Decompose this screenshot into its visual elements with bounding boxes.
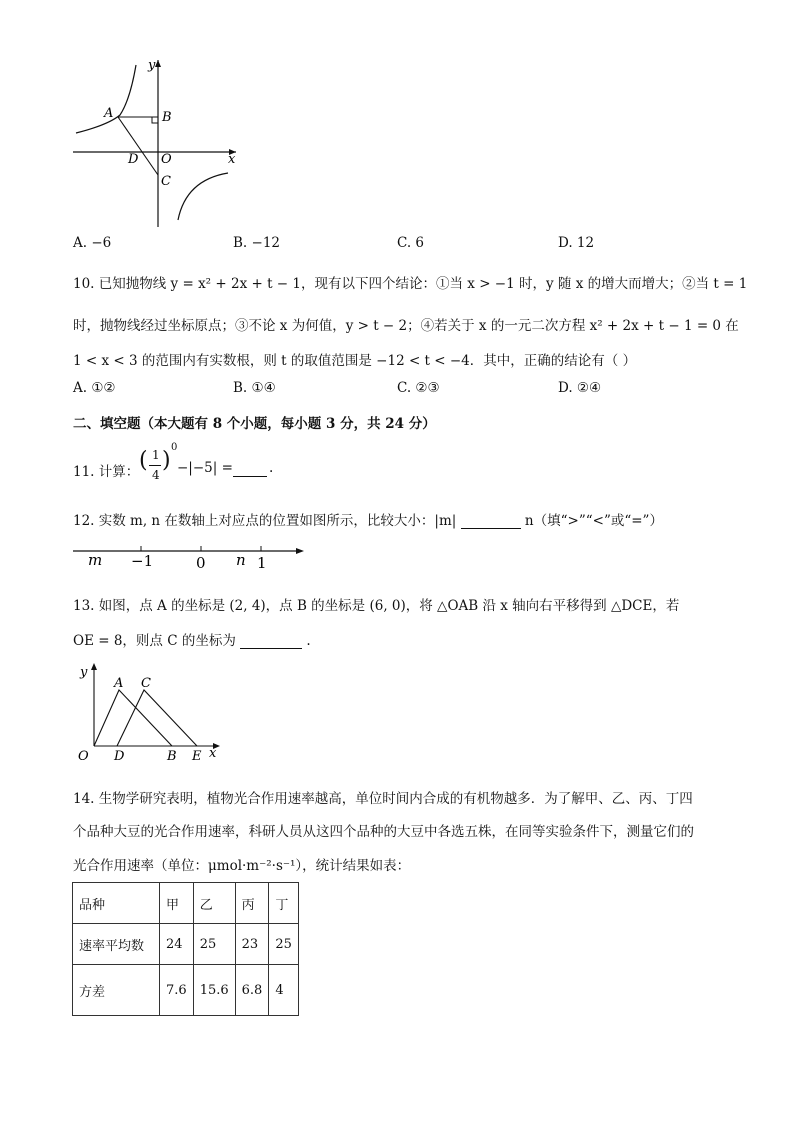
point-D-label: D (128, 152, 139, 167)
q14-line-2: 个品种大豆的光合作用速率，科研人员从这四个品种的大豆中各选五株，在同等实验条件下，测量它们的 (73, 824, 694, 840)
numberline-m-label: m (88, 551, 103, 569)
table-cell: 7.6 (160, 965, 194, 1016)
q10-option-a: A. ①② (73, 380, 116, 396)
numberline-n-label: n (236, 551, 246, 569)
table-header-cell: 品种 (73, 883, 160, 924)
q13-figure (72, 660, 232, 765)
q10-option-c: C. ②③ (397, 380, 440, 396)
table-header-cell: 乙 (193, 883, 235, 924)
point-A-label: A (104, 106, 114, 121)
q12-suffix: n（填“>”“<”或“=”） (524, 513, 663, 529)
q13-E-label: E (192, 749, 202, 764)
table-header-cell: 丁 (269, 883, 299, 924)
q12-answer-blank[interactable] (461, 514, 521, 529)
q9-option-a: A. −6 (73, 235, 112, 251)
q13-C-label: C (141, 676, 151, 691)
q11-exponent: 0 (171, 442, 178, 453)
q13-y-label: y (80, 665, 88, 680)
table-header-row (73, 883, 299, 924)
table-cell: 25 (269, 924, 299, 965)
table-row (73, 965, 299, 1016)
table-row (73, 924, 299, 965)
q14-line-3: 光合作用速率（单位：μmol·m⁻²·s⁻¹），统计结果如表： (73, 858, 411, 874)
table-cell: 4 (269, 965, 299, 1016)
q11-end: . (269, 460, 274, 476)
q11-frac-num: 1 (152, 448, 160, 462)
q13-x-label: x (209, 746, 217, 761)
table-cell: 24 (160, 924, 194, 965)
q12-prefix: 12. 实数 m, n 在数轴上对应点的位置如图所示，比较大小：|m| (73, 513, 457, 529)
q11-answer-blank[interactable] (233, 460, 267, 477)
y-axis-label: y (148, 58, 156, 73)
table-cell: 速率平均数 (73, 924, 160, 965)
q13-line-2 (73, 629, 311, 649)
q13-line-1: 13. 如图，点 A 的坐标是 (2, 4)，点 B 的坐标是 (6, 0)，将 △OAB 沿 x 轴向右平移得到 △DCE，若 (73, 598, 680, 614)
q14-line-1: 14. 生物学研究表明，植物光合作用速率越高，单位时间内合成的有机物越多．为了解甲、乙、丙、丁四 (73, 791, 693, 807)
numberline-minus1-label: −1 (131, 552, 154, 570)
q10-option-b: B. ①④ (233, 380, 276, 396)
numberline-1-label: 1 (257, 554, 267, 572)
q12-text (73, 509, 663, 529)
table-cell: 23 (235, 924, 269, 965)
q13-O-label: O (78, 749, 89, 764)
q11-rest: −|−5| = (177, 460, 233, 476)
q14-data-table (72, 882, 299, 1016)
point-B-label: B (162, 110, 172, 125)
numberline-0-label: 0 (196, 554, 206, 572)
q9-figure (68, 55, 248, 230)
origin-label: O (161, 152, 172, 167)
table-header-cell: 甲 (160, 883, 194, 924)
q10-line-2: 时，抛物线经过坐标原点；③不论 x 为何值，y > t − 2；④若关于 x 的一元二次方程 x² + 2x + t − 1 = 0 在 (73, 318, 739, 334)
q9-option-b: B. −12 (233, 235, 280, 251)
table-cell: 6.8 (235, 965, 269, 1016)
section-2-heading: 二、填空题（本大题有 8 个小题，每小题 3 分，共 24 分） (73, 416, 436, 432)
q13-A-label: A (114, 676, 124, 691)
table-cell: 15.6 (193, 965, 235, 1016)
table-cell: 25 (193, 924, 235, 965)
q11-frac-den: 4 (152, 468, 160, 482)
x-axis-label: x (228, 152, 236, 167)
q10-option-d: D. ②④ (558, 380, 602, 396)
table-cell: 方差 (73, 965, 160, 1016)
q10-line-1: 10. 已知抛物线 y = x² + 2x + t − 1，现有以下四个结论：①当 x > −1 时，y 随 x 的增大而增大；②当 t = 1 (73, 276, 748, 292)
q13-line-2-end: . (306, 633, 311, 649)
table-header-cell: 丙 (235, 883, 269, 924)
q12-number-line (68, 538, 313, 574)
q9-option-c: C. 6 (397, 235, 425, 251)
point-C-label: C (161, 174, 171, 189)
q13-B-label: B (167, 749, 177, 764)
q13-line-2-text: OE = 8，则点 C 的坐标为 (73, 633, 236, 649)
q9-option-d: D. 12 (558, 235, 595, 251)
q13-D-label: D (114, 749, 125, 764)
q10-line-3: 1 < x < 3 的范围内有实数根，则 t 的取值范围是 −12 < t < −4．其中，正确的结论有（ ） (73, 353, 637, 369)
q11-prefix: 11. 计算： (73, 464, 140, 480)
q13-answer-blank[interactable] (240, 634, 302, 649)
